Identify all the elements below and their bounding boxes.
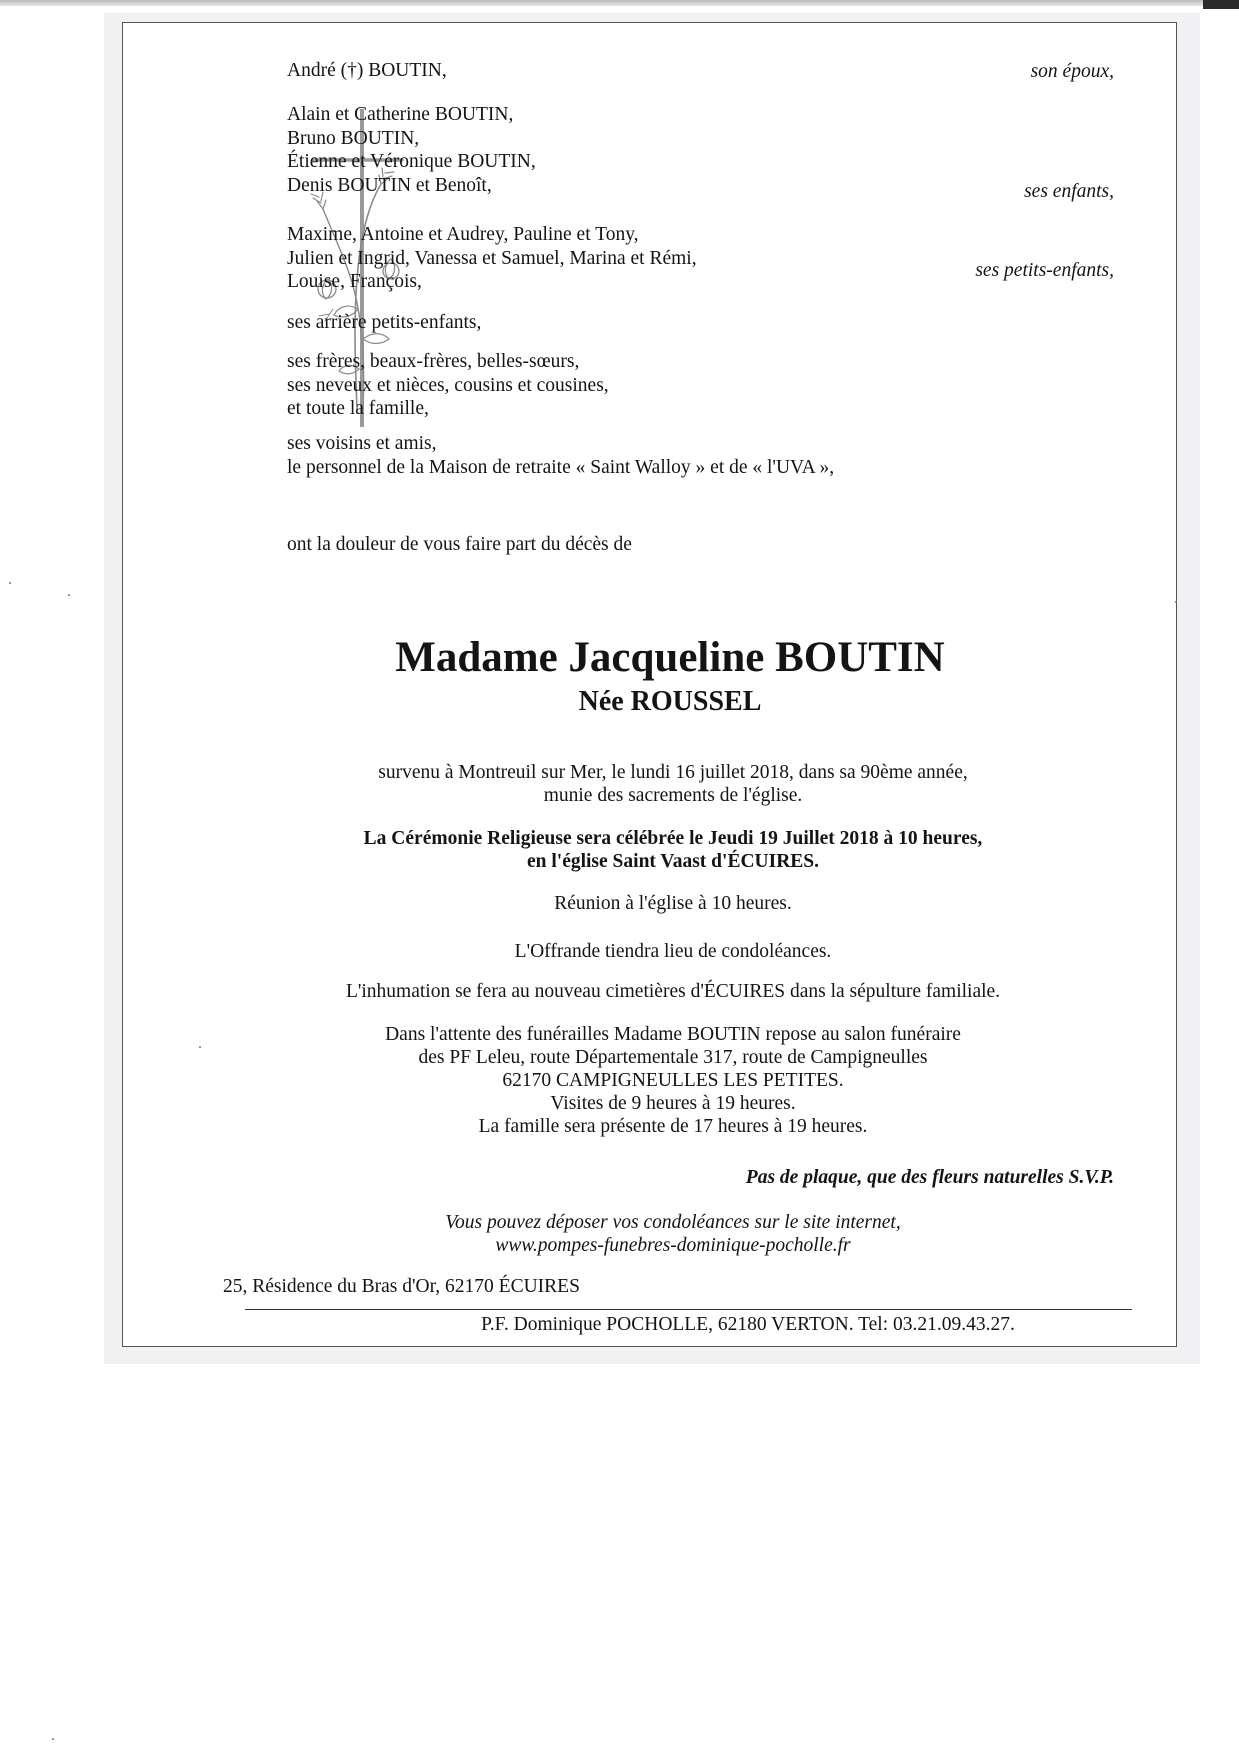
rest-line: Visites de 9 heures à 19 heures. (550, 1093, 796, 1114)
friends-entry: ses voisins et amis, (287, 433, 437, 454)
online-line: Vous pouvez déposer vos condoléances sur le site internet, (445, 1212, 901, 1233)
rest-line: Dans l'attente des funérailles Madame BOUTIN repose au salon funéraire (385, 1024, 961, 1045)
child-entry: Alain et Catherine BOUTIN, (287, 104, 514, 125)
relatives-entry: ses neveux et nièces, cousins et cousines, (287, 374, 609, 396)
family-address: 25, Résidence du Bras d'Or, 62170 ÉCUIRES (223, 1276, 580, 1297)
friends-entry: le personnel de la Maison de retraite « Saint Walloy » et de « l'UVA », (287, 456, 835, 478)
spouse-role: son époux, (1030, 61, 1114, 82)
scan-speck (68, 594, 70, 596)
scan-edge-corner (1203, 0, 1239, 9)
children-list (287, 103, 536, 197)
scan-speck (199, 1046, 201, 1048)
offering-line: L'Offrande tiendra lieu de condoléances. (514, 941, 832, 962)
relatives-entry: ses frères, beaux-frères, belles-sœurs, (287, 351, 580, 372)
rest-line: des PF Leleu, route Départementale 317, route de Campigneulles (418, 1047, 928, 1068)
child-entry: Denis BOUTIN et Benoît, (287, 174, 492, 196)
relatives-list (287, 350, 609, 421)
maiden-name: Née ROUSSEL (578, 686, 762, 717)
footer-divider (245, 1309, 1132, 1310)
announcement: ont la douleur de vous faire part du décès de (287, 534, 632, 555)
website-link[interactable]: www.pompes-funebres-dominique-pocholle.fr (495, 1235, 851, 1256)
scan-speck (1175, 601, 1177, 603)
great-grandchildren: ses arrière petits-enfants, (287, 312, 482, 333)
scan-speck (9, 582, 11, 584)
death-line: munie des sacrements de l'église. (543, 785, 803, 806)
spouse: André (†) BOUTIN, (287, 60, 447, 81)
meeting-line: Réunion à l'église à 10 heures. (554, 893, 792, 914)
scan-speck (52, 1738, 54, 1740)
relatives-entry: et toute la famille, (287, 398, 429, 419)
child-entry: Bruno BOUTIN, (287, 127, 420, 149)
grandchildren-role: ses petits-enfants, (975, 260, 1114, 281)
grandchildren-list (287, 223, 697, 294)
grandchildren-entry: Louise, François, (287, 271, 422, 292)
ceremony-line: en l'église Saint Vaast d'ÉCUIRES. (526, 851, 820, 872)
deceased-name: Madame Jacqueline BOUTIN (395, 634, 945, 681)
grandchildren-entry: Maxime, Antoine et Audrey, Pauline et Tony, (287, 224, 639, 245)
friends-list (287, 432, 834, 479)
death-line: survenu à Montreuil sur Mer, le lundi 16 juillet 2018, dans sa 90ème année, (378, 762, 968, 783)
rest-line: La famille sera présente de 17 heures à 19 heures. (478, 1116, 868, 1137)
burial-line: L'inhumation se fera au nouveau cimetières d'ÉCUIRES dans la sépulture familiale. (345, 981, 1001, 1002)
child-entry: Étienne et Véronique BOUTIN, (287, 151, 536, 172)
ceremony-line: La Cérémonie Religieuse sera célébrée le Jeudi 19 Juillet 2018 à 10 heures, (363, 828, 983, 849)
scan-edge-top (0, 0, 1239, 6)
rest-line: 62170 CAMPIGNEULLES LES PETITES. (502, 1070, 844, 1091)
children-role: ses enfants, (1024, 181, 1114, 202)
flowers-note: Pas de plaque, que des fleurs naturelles S.V.P. (745, 1167, 1114, 1188)
grandchildren-entry: Julien et Ingrid, Vanessa et Samuel, Marina et Rémi, (287, 247, 697, 269)
funeral-home-footer: P.F. Dominique POCHOLLE, 62180 VERTON. Tel: 03.21.09.43.27. (481, 1314, 1015, 1335)
obituary-card (122, 22, 1177, 1347)
